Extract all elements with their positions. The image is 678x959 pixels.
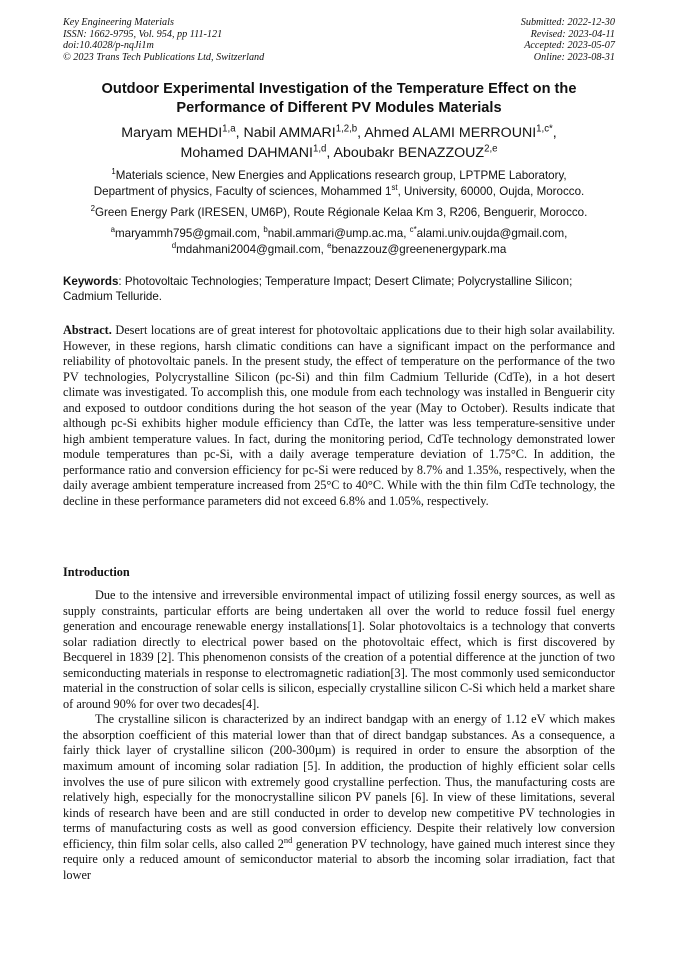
affiliation-1-line-2 — [40, 184, 638, 200]
author-name: Mohamed DAHMANI — [180, 144, 313, 161]
author-separator: , — [235, 125, 244, 141]
emails-line-1 — [40, 226, 638, 242]
online-date: Online: 2023-08-31 — [533, 51, 615, 63]
affiliation-1 — [40, 168, 638, 199]
abstract-label: Abstract. — [63, 323, 112, 337]
affiliation-1-line-1 — [40, 168, 638, 184]
introduction-body — [63, 588, 615, 883]
emails-line-2 — [40, 242, 638, 258]
author-separator: , — [357, 125, 365, 141]
author-affil-mark: 2,e — [484, 142, 498, 154]
abstract-text: Desert locations are of great interest for photovoltaic applications due to their high solar availability. However, in these regions, harsh climatic conditions can have a significant impact on the performance and reliability of photovoltaic panels. In the present study, the effect of temperature on the performance of the two PV technologies, Polycrystalline Silicon (pc-Si) and thin film Cadmium Telluride (CdTe), in a hot desert climate was investigated. To accomplish this, one module from each technology was installed in Benguerir city and exposed to outdoor conditions during the hot season of the year (May to October). Results indicate that although pc-Si exhibits higher module efficiency than CdTe, the latter was less temperature-sensitive under high ambient temperature values. In fact, during the monitoring period, CdTe technology demonstrated lower module temperatures than pc-Si, with a daily average temperature deviation of 1.75°C. In addition, the performance ratio and conversion efficiency for pc-Si were reduced by 8.7% and 1.35%, respectively, when the daily average ambient temperature increased from 25°C to 40°C. While with the thin film CdTe technology, the decline in these performance parameters did not exceed 6.8% and 1.05%, respectively. — [63, 323, 615, 509]
author-name: Ahmed ALAMI MERROUNI — [364, 125, 537, 141]
email-mark: e — [327, 240, 332, 250]
author-name: Aboubakr BENAZZOUZ — [333, 144, 485, 161]
authors-line-2 — [40, 144, 638, 164]
author-affil-mark: 1,a — [222, 123, 236, 135]
email-mark: b — [263, 225, 268, 235]
paragraph-text: generation PV technology, have gained much interest since they require only a reduced amount of semiconductor material to absorb the incoming solar irradiation, fact that lower — [63, 836, 616, 882]
affil-number: 2 — [90, 204, 96, 214]
affil-text: Department of physics, Faculty of sciences, Mohammed 1 — [93, 184, 392, 198]
authors-line-1 — [40, 124, 638, 144]
abstract — [63, 323, 615, 510]
accepted-date: Accepted: 2023-05-07 — [524, 40, 615, 52]
author-affil-mark: 1,d — [312, 142, 327, 154]
email-address[interactable]: benazzouz@greenenergypark.ma — [331, 242, 507, 256]
section-heading-introduction: Introduction — [63, 565, 130, 579]
journal-info — [63, 17, 264, 63]
journal-name: Key Engineering Materials — [63, 17, 174, 28]
author-name: Nabil AMMARI — [243, 125, 336, 141]
author-emails — [40, 226, 638, 257]
keywords — [63, 275, 615, 305]
email-mark: a — [110, 225, 115, 235]
copyright-line: © 2023 Trans Tech Publications Ltd, Switzerland — [63, 51, 265, 63]
doi-line[interactable]: doi:10.4028/p-nqJi1m — [63, 40, 154, 52]
author-name: Maryam MEHDI — [121, 125, 223, 141]
paper-title — [40, 80, 638, 117]
paragraph: Due to the intensive and irreversible environmental impact of utilizing fossil energy sources, as well as supply constraints, particular efforts are being undertaken all over the world to reduce fossil fuel energy generation and encourage renewable energy installations[1]. Solar photovoltaics is a technology that converts solar radiation directly to electrical power based on the photovoltaic effect, which is first discovered by Becquerel in 1839 [2]. This phenomenon consists of the creation of a potential difference at the junction of two semiconducting materials in response to electromagnetic radiation[3]. The most commonly used semiconductor material in the construction of solar cells is silicon, especially crystalline silicon C-Si which held a market share of around 90% for over two decades[4]. — [63, 588, 615, 711]
affiliation-2 — [40, 205, 638, 221]
author-affil-mark: 1,c* — [536, 123, 553, 135]
email-address[interactable]: maryammh795@gmail.com, — [114, 227, 264, 240]
title-line-2: Performance of Different PV Modules Materials — [176, 99, 502, 116]
author-separator: , — [326, 144, 334, 161]
title-line-1: Outdoor Experimental Investigation of the Temperature Effect on the — [101, 81, 577, 97]
issn-line: ISSN: 1662-9795, Vol. 954, pp 111-121 — [63, 28, 223, 40]
paragraph — [63, 712, 615, 883]
author-list — [40, 124, 638, 163]
email-mark: d — [171, 240, 177, 250]
email-address[interactable]: alami.univ.oujda@gmail.com, — [416, 227, 568, 240]
email-mark: c* — [409, 225, 417, 235]
ordinal-sup: nd — [283, 835, 293, 845]
keywords-label: Keywords — [63, 275, 119, 288]
affil-ordinal: st — [391, 182, 398, 192]
submitted-date: Submitted: 2022-12-30 — [520, 17, 615, 28]
affil-text: Materials science, New Energies and Applications research group, LPTPME Laboratory, — [115, 169, 567, 182]
affil-number: 1 — [111, 167, 116, 177]
author-affil-mark: 1,2,b — [335, 123, 358, 135]
email-address[interactable]: mdahmani2004@gmail.com, — [176, 242, 328, 256]
paragraph-text: The crystalline silicon is characterized by an indirect bandgap with an energy of 1.12 eV which makes the absorption coefficient of this material lower than that of direct bandgap substances. As a consequence, a fairly thick layer of crystalline silicon (200-300µm) is required in order to ensure the absorption of the maximum amount of incoming solar radiation [5]. In addition, the production of highly efficient solar cells involves the use of pure silicon with extremely good crystalline perfection. Thus, the manufacturing costs are relatively high, especially for the monocrystalline silicon PV panels [6]. In view of these limitations, several kinds of research have been and are still conducted in order to develop new competitive PV technologies in terms of manufacturing costs as well as good conversion efficiency. Despite their relatively low conversion efficiency, thin film solar cells, also called 2 — [63, 712, 615, 851]
affil-text: Green Energy Park (IRESEN, UM6P), Route Régionale Kelaa Km 3, R206, Benguerir, Morocco. — [95, 206, 588, 219]
affil-text: , University, 60000, Oujda, Morocco. — [397, 184, 585, 198]
email-address[interactable]: nabil.ammari@ump.ac.ma, — [267, 227, 410, 240]
author-separator: , — [552, 125, 557, 141]
submission-dates — [521, 17, 615, 63]
keywords-text: : Photovoltaic Technologies; Temperature Impact; Desert Climate; Polycrystalline Silicon; Cadmium Telluride. — [63, 275, 573, 303]
revised-date: Revised: 2023-04-11 — [530, 28, 615, 40]
